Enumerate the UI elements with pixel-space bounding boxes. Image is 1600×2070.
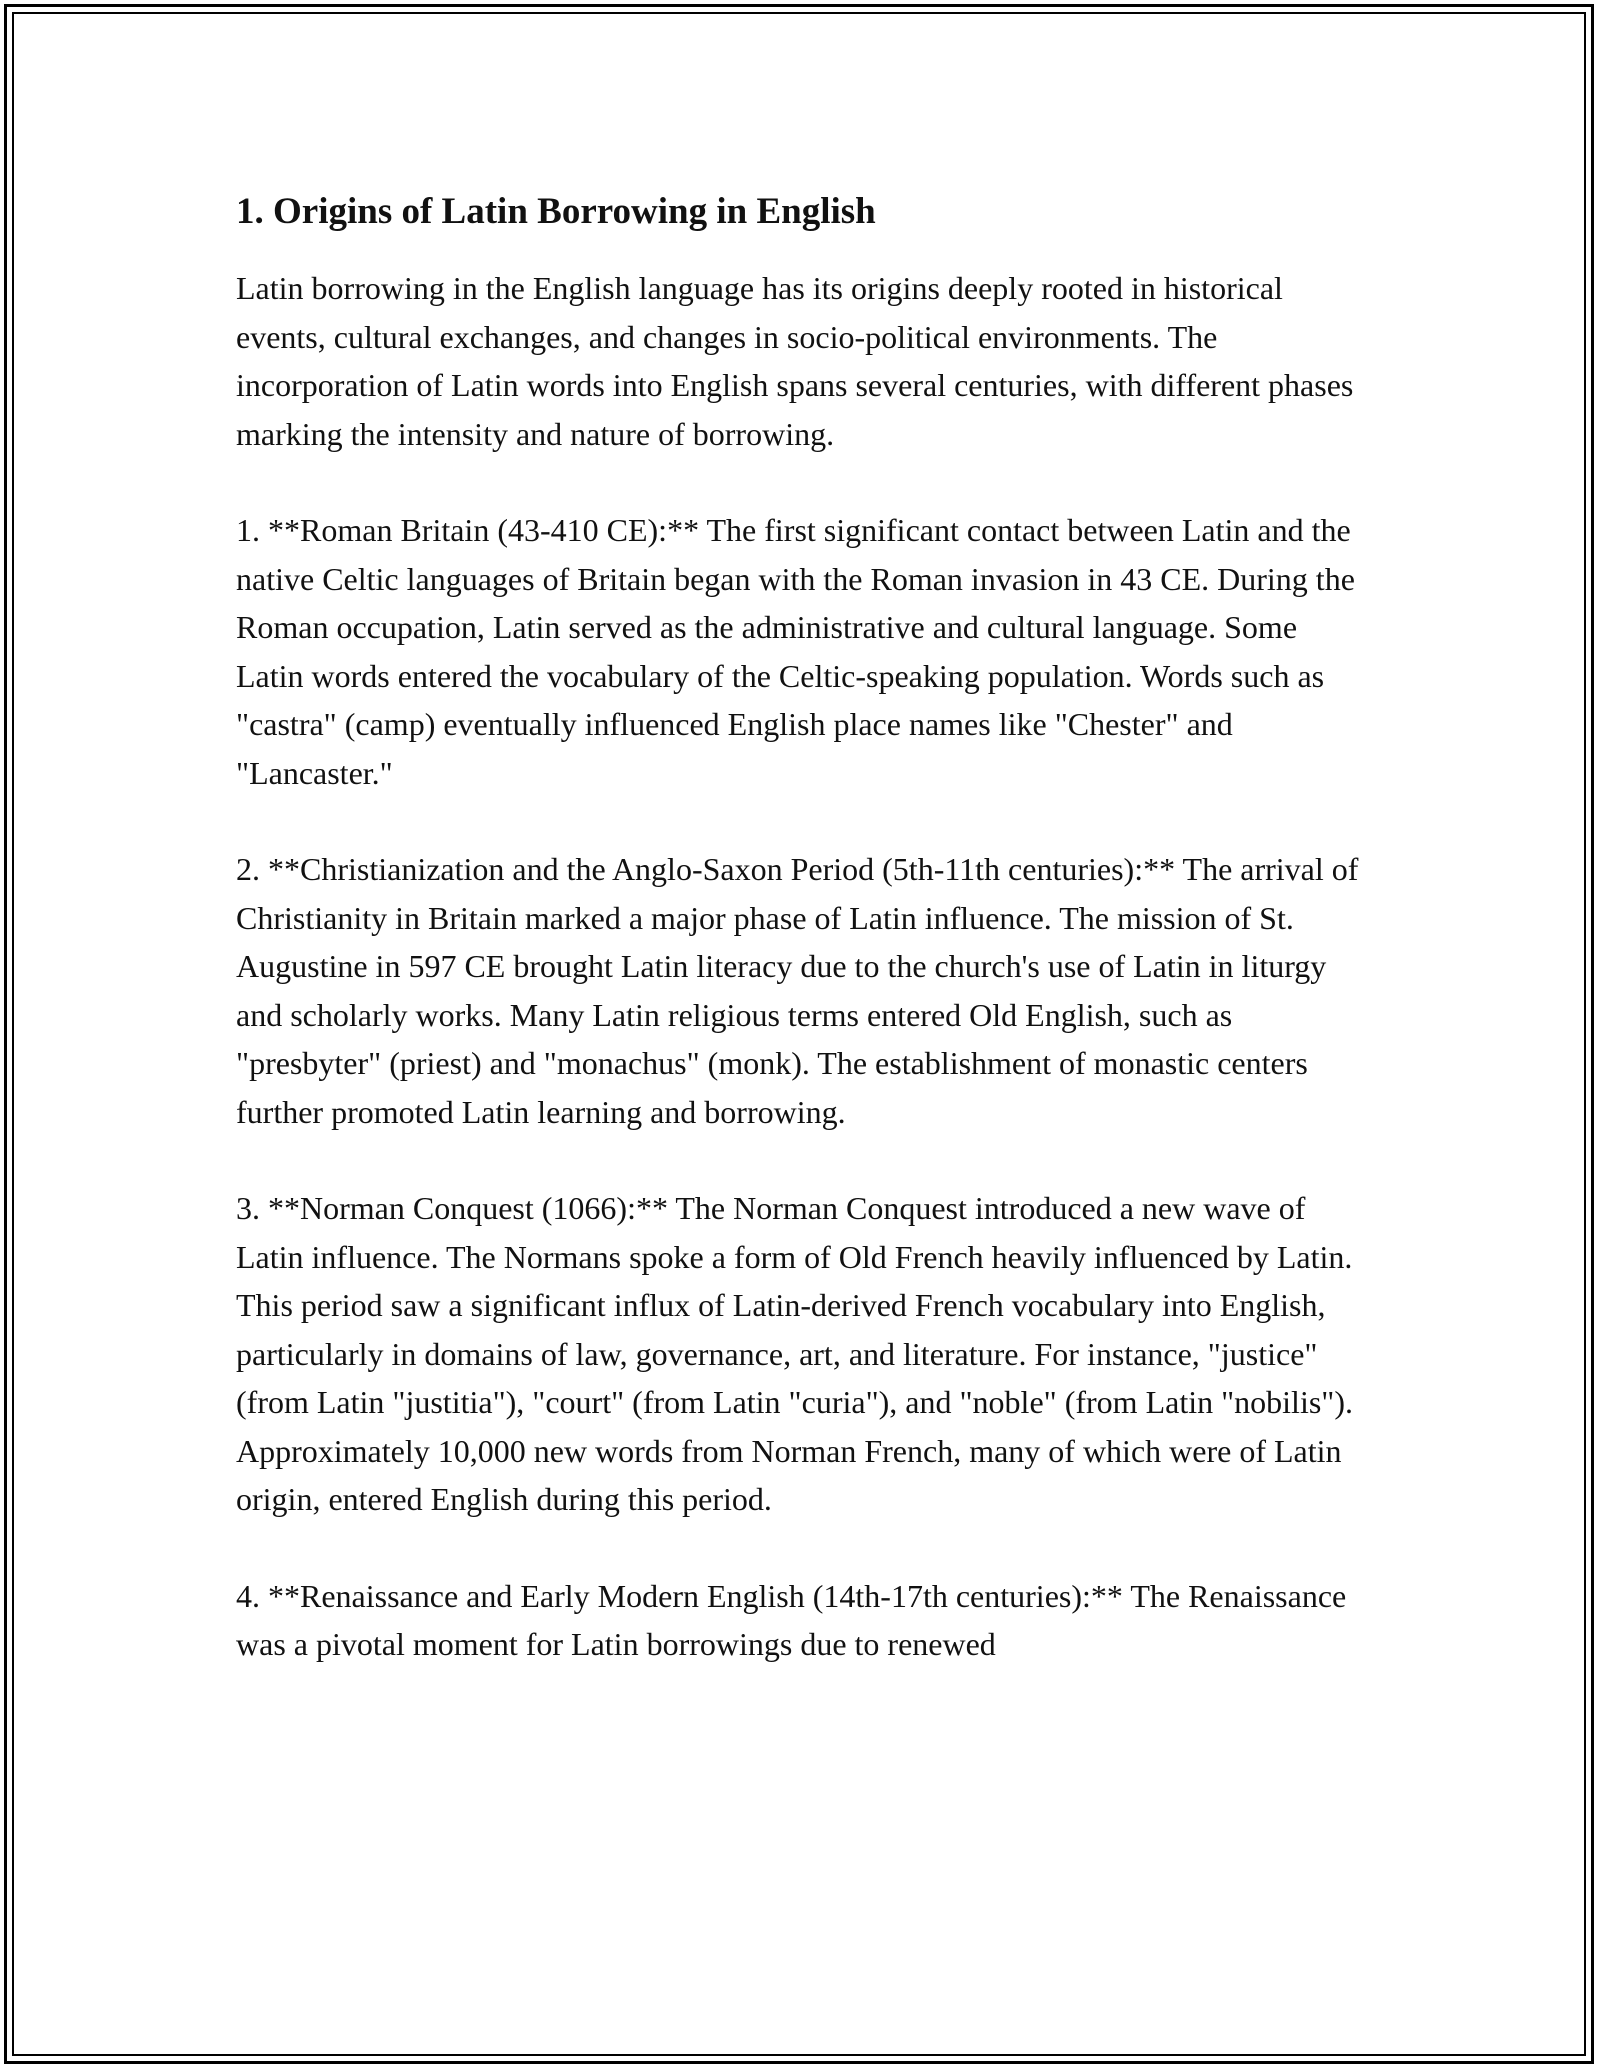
paragraph-renaissance: 4. **Renaissance and Early Modern English (14th-17th centuries):** The Renaissance was a pivotal moment for Latin borrowings due to renewed — [236, 1577, 1347, 1662]
section-heading: 1. Origins of Latin Borrowing in English — [236, 191, 876, 232]
paragraph-christianization: 2. **Christianization and the Anglo-Saxon Period (5th-11th centuries):** The arrival of Christianity in Britain marked a major phase of Latin influence. The mission of St. Augustine in 597 CE brought Latin literacy due to the church's use of Latin in liturgy and scholarly works. Many Latin religious terms entered Old English, such as "presbyter" (priest) and "monachus" (monk). The establishment of monastic centers further promoted Latin learning and borrowing. — [236, 851, 1359, 1130]
intro-paragraph: Latin borrowing in the English language has its origins deeply rooted in historical events, cultural exchanges, and changes in socio-political environments. The incorporation of Latin words into English spans several centuries, with different phases marking the intensity and nature of borrowing. — [236, 270, 1354, 452]
paragraph-norman-conquest: 3. **Norman Conquest (1066):** The Norman Conquest introduced a new wave of Latin influence. The Normans spoke a form of Old French heavily influenced by Latin. This period saw a significant influx of Latin-derived French vocabulary into English, particularly in domains of law, governance, art, and literature. For instance, "justice" (from Latin "justitia"), "court" (from Latin "curia"), and "noble" (from Latin "nobilis"). Approximately 10,000 new words from Norman French, many of which were of Latin origin, entered English during this period. — [236, 1190, 1353, 1517]
paragraph-roman-britain: 1. **Roman Britain (43-410 CE):** The first significant contact between Latin and the native Celtic languages of Britain began with the Roman invasion in 43 CE. During the Roman occupation, Latin served as the administrative and cultural language. Some Latin words entered the vocabulary of the Celtic-speaking population. Words such as "castra" (camp) eventually influenced English place names like "Chester" and "Lancaster." — [236, 512, 1355, 791]
document-body — [236, 186, 1366, 1717]
